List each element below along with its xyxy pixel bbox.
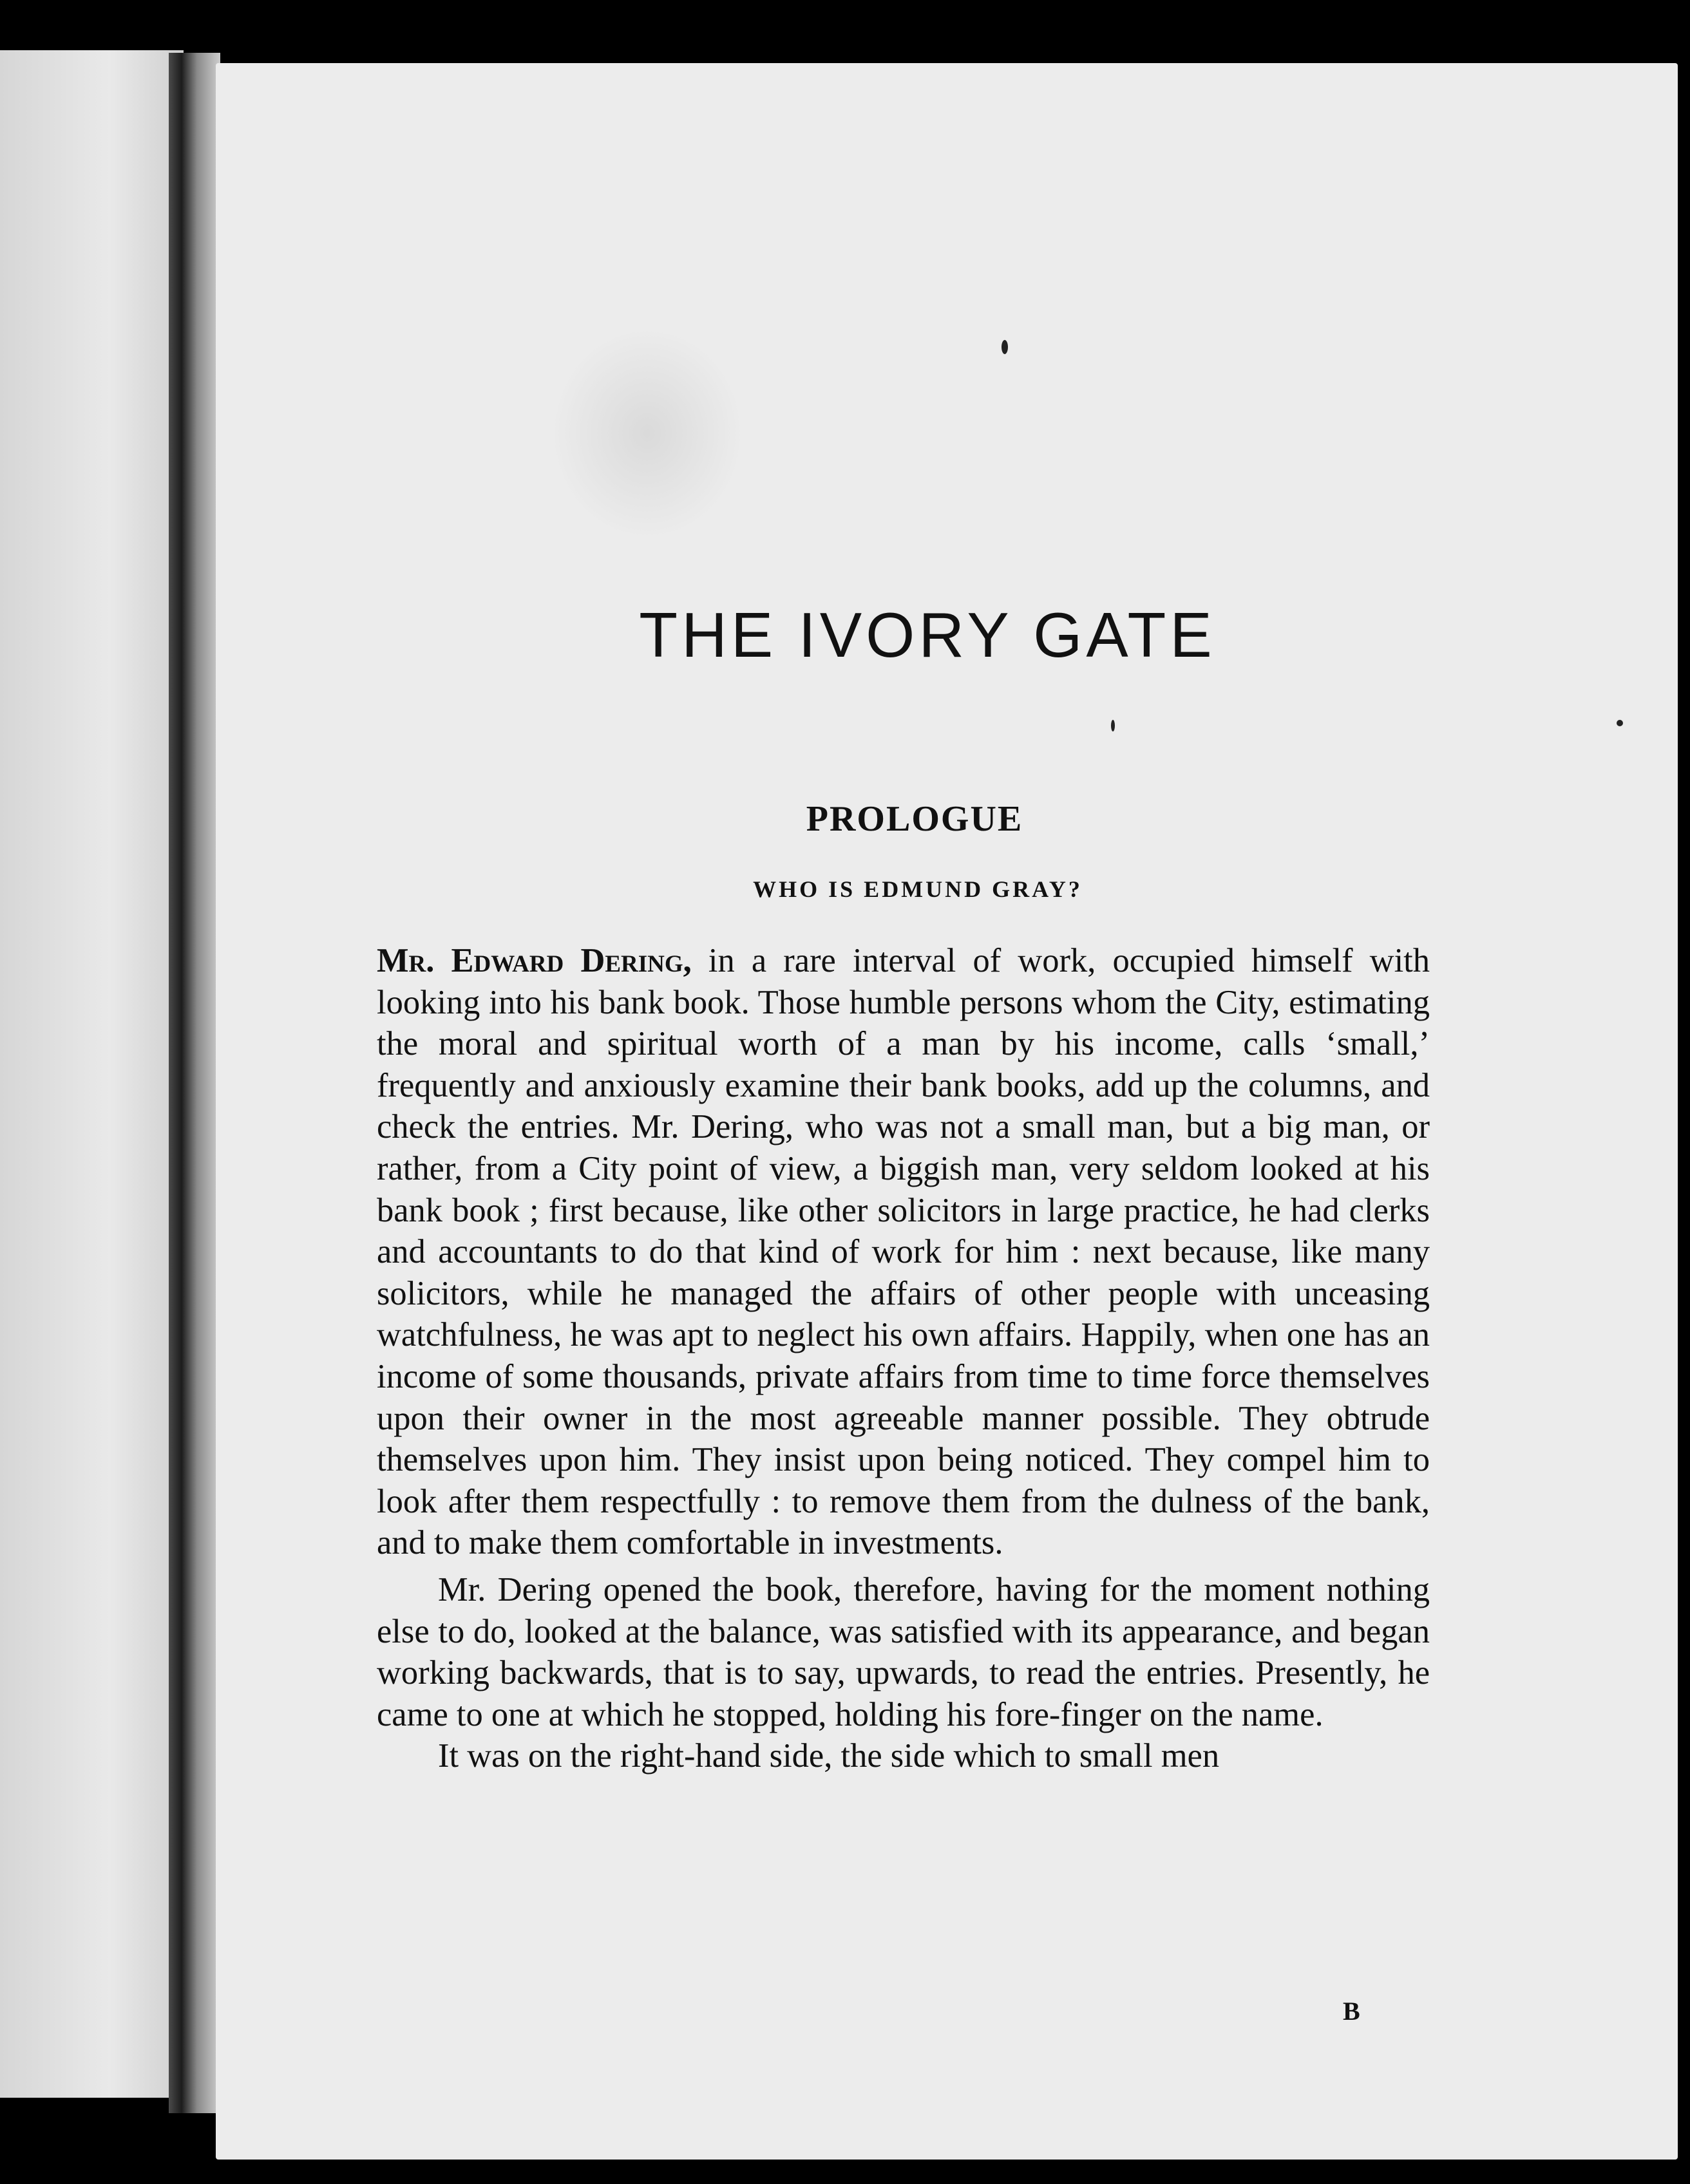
body-text	[377, 940, 1430, 1777]
left-page	[0, 50, 184, 2098]
paragraph-2: Mr. Dering opened the book, therefore, having for the moment nothing else to do, looked at the balance, was satisfied with its appearance, and began working backwards, that is to say, upwards, to read the entries. Presently, he came to one at which he stopped, holding his fore-finger on the name.	[377, 1570, 1430, 1733]
book-title: THE IVORY GATE	[639, 599, 1216, 670]
book-gutter	[169, 53, 220, 2113]
paragraph-3: It was on the right-hand side, the side which to small men	[438, 1737, 1220, 1775]
ink-speck	[1617, 720, 1623, 726]
section-heading: PROLOGUE	[806, 799, 1023, 839]
paragraph-1	[377, 940, 1430, 1564]
ink-speck	[1002, 340, 1008, 354]
opening-name: Mr. Edward Dering,	[377, 942, 692, 979]
ink-speck	[1111, 720, 1115, 731]
page-stain	[551, 327, 744, 540]
chapter-subheading: WHO IS EDMUND GRAY?	[753, 876, 1083, 902]
paragraph-1-text: in a rare interval of work, occupied himself with looking into his bank book. Those humble persons whom the City, estimating the moral and spiritual worth of a man by his income, calls ‘small,’ frequently and anxiously examine their bank books, add up the columns, and check the entries. Mr. Dering, who was not a small man, but a big man, or rather, from a City point of view, a biggish man, very seldom looked at his bank book ; first because, like other solicitors in large practice, he had clerks and accountants to do that kind of work for him : next because, like many solicitors, while he managed the affairs of other people with unceasing watchfulness, he was apt to neglect his own affairs. Happily, when one has an income of some thousands, private affairs from time to time force themselves upon their owner in the most agreeable manner possible. They obtrude themselves upon him. They insist upon being noticed. They compel him to look after them respectfully : to remove them from the dulness of the bank, and to make them comfortable in investments.	[377, 942, 1430, 1562]
signature-mark: B	[1343, 1997, 1360, 2026]
